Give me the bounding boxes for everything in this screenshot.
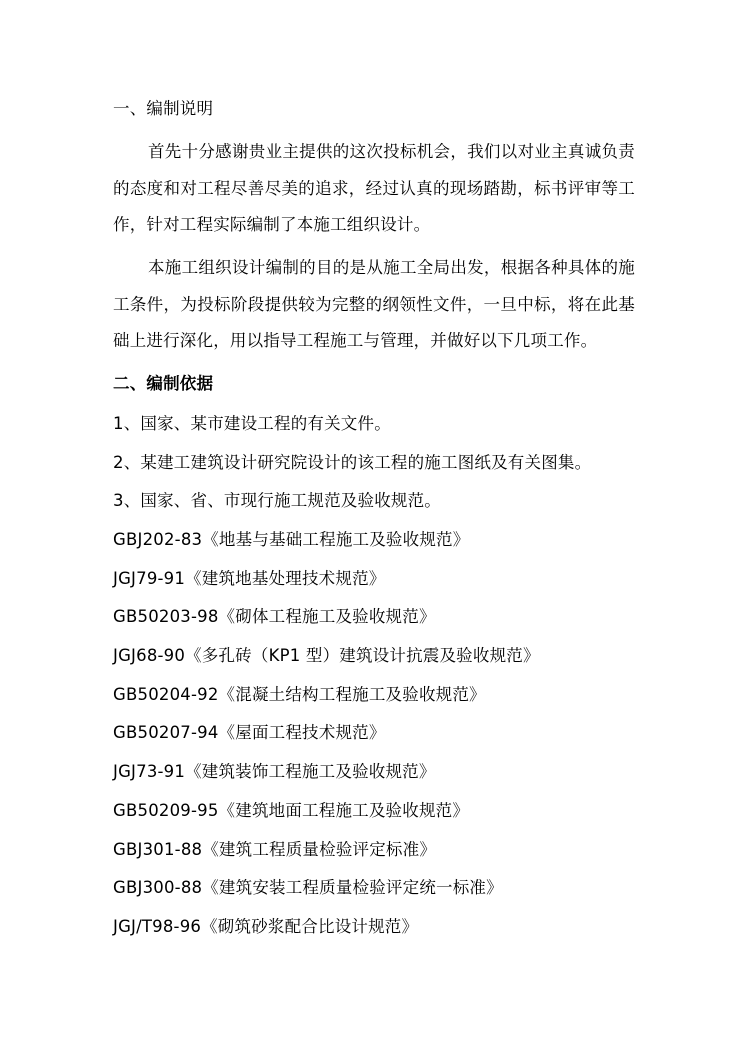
section-heading-2: 二、编制依据 [113, 374, 214, 393]
standard-item: GB50204-92《混凝土结构工程施工及验收规范》 [113, 685, 486, 704]
section-heading-1: 一、编制说明 [113, 99, 214, 118]
standard-item: GBJ301-88《建筑工程质量检验评定标准》 [113, 840, 437, 859]
list-item: 2、某建工建筑设计研究院设计的该工程的施工图纸及有关图集。 [113, 453, 592, 472]
standard-item: GBJ202-83《地基与基础工程施工及验收规范》 [113, 530, 470, 549]
paragraph-1: 首先十分感谢贵业主提供的这次投标机会，我们以对业主真诚负责的态度和对工程尽善尽美的追求，经过认真的现场踏勘，标书评审等工作，针对工程实际编制了本施工组织设计。 [113, 142, 635, 234]
standard-item: GB50203-98《砌体工程施工及验收规范》 [113, 607, 436, 626]
standard-item: JGJ/T98-96《砌筑砂浆配合比设计规范》 [113, 917, 419, 936]
standard-item: JGJ68-90《多孔砖（KP1 型）建筑设计抗震及验收规范》 [113, 646, 540, 665]
standard-item: JGJ79-91《建筑地基处理技术规范》 [113, 569, 386, 588]
standard-item: GB50207-94《屋面工程技术规范》 [113, 723, 386, 742]
list-item: 1、国家、某市建设工程的有关文件。 [113, 414, 391, 433]
list-item: 3、国家、省、市现行施工规范及验收规范。 [113, 491, 441, 510]
standard-item: JGJ73-91《建筑装饰工程施工及验收规范》 [113, 762, 436, 781]
paragraph-2: 本施工组织设计编制的目的是从施工全局出发，根据各种具体的施工条件，为投标阶段提供较为完整的纲领性文件，一旦中标，将在此基础上进行深化，用以指导工程施工与管理，并做好以下几项工作。 [113, 258, 635, 350]
standard-item: GBJ300-88《建筑安装工程质量检验评定统一标准》 [113, 878, 503, 897]
standard-item: GB50209-95《建筑地面工程施工及验收规范》 [113, 801, 470, 820]
